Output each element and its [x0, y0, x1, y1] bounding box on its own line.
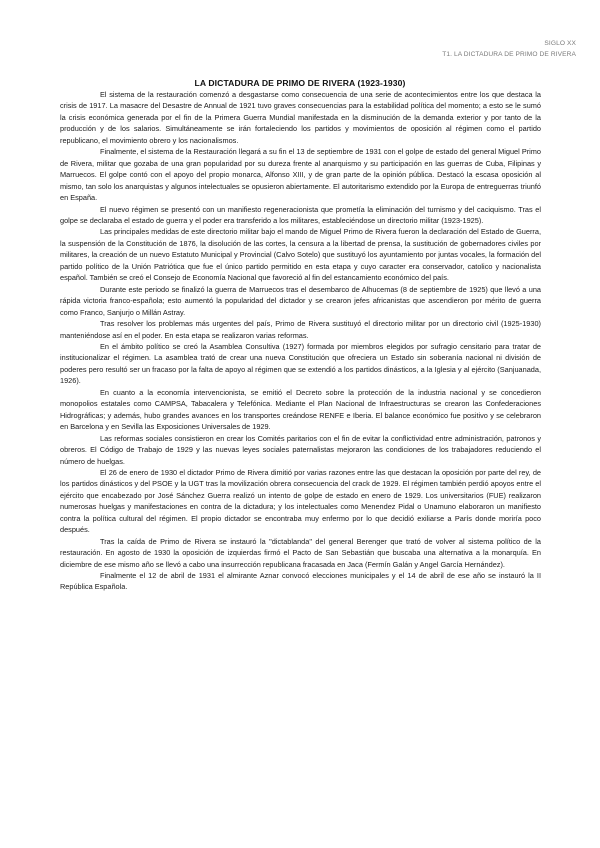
running-header: [442, 38, 576, 60]
paragraph: En cuanto a la economía intervencionista, se emitió el Decreto sobre la protección de la industria nacional y se concedieron monopolios estatales como CAMPSA, Tabacalera y Telefónica. Mediante el Plan Nacional de Infraestructuras se crearon las Confederaciones Hidrográficas; y además, hubo grandes avances en los transportes creándose RENFE e Iberia. El balance económico fue positivo y se celebraron en Barcelona y en Sevilla las Exposiciones Universales de 1929.: [60, 387, 541, 432]
paragraph: Finalmente, el sistema de la Restauración llegará a su fin el 13 de septiembre de 1931 con el golpe de estado del general Miguel Primo de Rivera, militar que gozaba de una gran popularidad por su dureza frente al anarquismo y su participación en las guerras de Cuba, Filipinas y Marruecos. El golpe contó con el apoyo del propio monarca, Alfonso XIII, y de gran parte de la opinión pública. Destacó la escasa oposición al mismo, tan solo los anarquistas y algunos intelectuales se opusieron abiertamente. El autoritarismo extendido por la Europa de entreguerras triunfó en España.: [60, 147, 541, 203]
paragraph: El 26 de enero de 1930 el dictador Primo de Rivera dimitió por varias razones entre las que destacan la oposición por parte del rey, de los partidos dinásticos y del PSOE y la UGT tras la movilización obrera consecuencia del crack de 1929. El régimen también perdió apoyos entre el ejército que encabezado por José Sánchez Guerra realizó un intento de golpe de estado en enero de 1929. Los universitarios (FUE) realizaron numerosas huelgas y manifestaciones en contra de la dictadura; y los intelectuales como Menendez Pidal o Unamuno elaboraron un manifiesto contra la política cultural del régimen. El propio dictador se encontraba muy enfermo por lo que decidió exiliarse a París donde moriría poco después.: [60, 467, 541, 535]
paragraph: En el ámbito político se creó la Asamblea Consultiva (1927) formada por miembros elegidos por sufragio censitario para tratar de institucionalizar el régimen. La asamblea trató de crear una nueva Constitución que ofreciera un Estado sin soberanía nacional ni división de poderes pero resultó ser un fracaso por la falta de apoyo al régimen que se extendió a los partidos dinásticos, a la Iglesia y al ejército (Sanjuanada, 1926).: [60, 341, 541, 386]
paragraph: Tras la caída de Primo de Rivera se instauró la "dictablanda" del general Berenger que trató de volver al sistema político de la restauración. En agosto de 1930 la oposición de izquierdas firmó el Pacto de San Sebastián que buscaba una alternativa a la monarquía. En diciembre de ese mismo año se llevó a cabo una insurrección republicana fracasada en Jaca (Fermín Galán y Angel García Hernández).: [60, 536, 541, 569]
header-line-1: SIGLO XX: [544, 40, 576, 47]
document-body: [60, 89, 541, 593]
paragraph: Las principales medidas de este directorio militar bajo el mando de Miguel Primo de Rivera fueron la declaración del Estado de Guerra, la suspensión de la Constitución de 1876, la disolución de las cortes, la censura a la libertad de prensa, la sustitución de gobernadores civiles por militares, la creación de un nuevo Estatuto Municipal y Provincial (Calvo Sotelo) que sustituyó los ayuntamiento por juntas vocales, la formación del partido político de la Unión Patriótica que fue el único partido permitido en esta etapa y cuyo caracter era conservador, catolico y nacionalista español. También se creó el Consejo de Economía Nacional que favoreció al fin del estancamiento económico del país.: [60, 227, 541, 283]
paragraph: Finalmente el 12 de abril de 1931 el almirante Aznar convocó elecciones municipales y el 14 de abril de ese año se instauró la II República Española.: [60, 571, 541, 592]
paragraph: El sistema de la restauración comenzó a desgastarse como consecuencia de una serie de acontecimientos entre los que destaca la crisis de 1917. La masacre del Desastre de Annual de 1921 tuvo graves consecuencias para la estabilidad política del momento; a esto se le sumó la crisis económica generada por el fin de la Primera Guerra Mundial manifestada en la disminución de la demanda exterior y por tanto de la producción y de los salarios. Simultáneamente se irán fortaleciendo los partidos y movimientos de oposición al régimen como el partido republicano, el movimiento obrero y los nacionalismos.: [60, 90, 541, 145]
paragraph: Durante este periodo se finalizó la guerra de Marruecos tras el desembarco de Alhucemas (8 de septiembre de 1925) que llevó a una rápida victoria franco-española; esto aumentó la popularidad del dictador y se crearon jefes africanistas que ascendieron por mérito de guerra como Franco, Sanjurjo o Millán Astray.: [60, 284, 541, 317]
header-line-2: T1. LA DICTADURA DE PRIMO DE RIVERA: [442, 51, 576, 58]
paragraph: El nuevo régimen se presentó con un manifiesto regeneracionista que prometía la eliminación del turnismo y del caciquismo. Tras el golpe se declaraba el estado de guerra y el poder era transferido a los militares, estableciéndose un directorio militar (1923-1925).: [60, 204, 541, 225]
document-title: LA DICTADURA DE PRIMO DE RIVERA (1923-1930): [194, 78, 406, 88]
paragraph: Tras resolver los problemas más urgentes del país, Primo de Rivera sustituyó el directorio militar por un directorio civil (1925-1930) manteniéndose así en el poder. En esta etapa se realizaron varias reformas.: [60, 319, 541, 340]
paragraph: Las reformas sociales consistieron en crear los Comités paritarios con el fin de evitar la conflictividad entre administración, patronos y obreros. El Código de Trabajo de 1929 y las nuevas leyes sociales paternalistas mejoraron las condiciones de los trabajadores reduciendo el número de huelgas.: [60, 433, 541, 466]
